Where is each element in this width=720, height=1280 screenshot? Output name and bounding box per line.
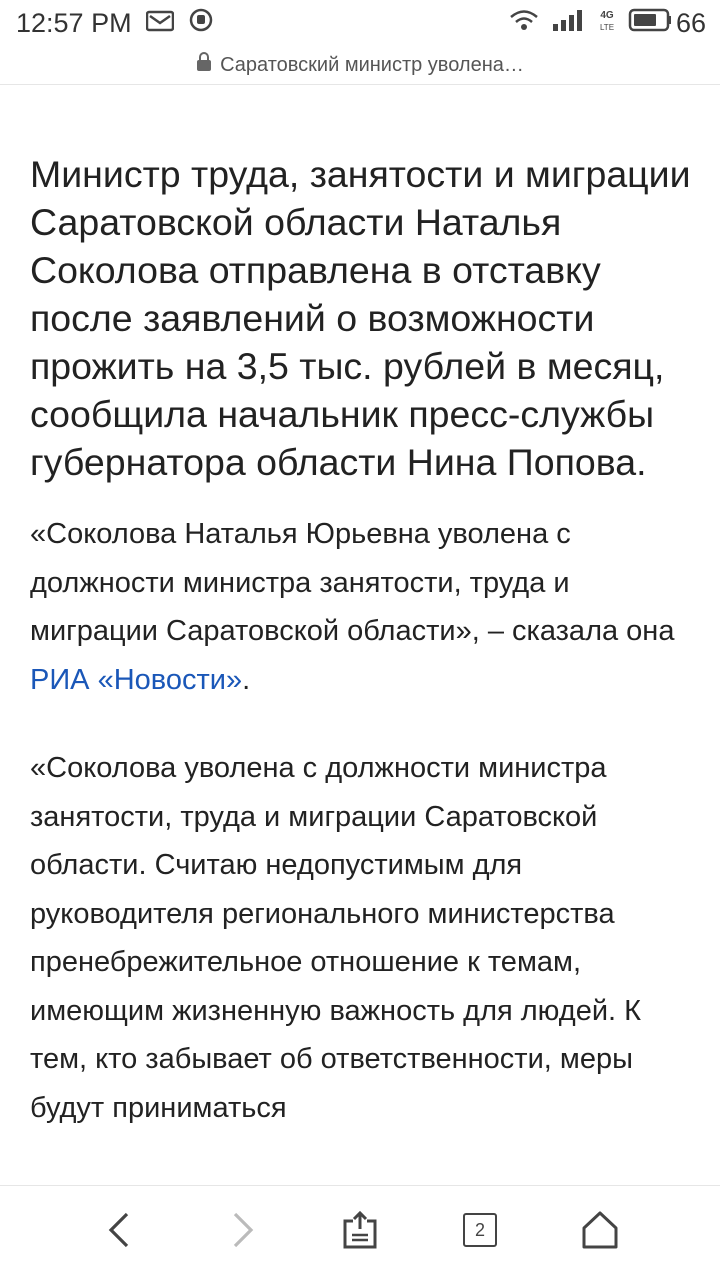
lock-icon	[196, 52, 212, 78]
svg-text:LTE: LTE	[599, 22, 614, 32]
battery-indicator	[628, 8, 706, 39]
article-content	[30, 150, 696, 1185]
status-left	[16, 7, 214, 40]
forward-arrow-icon	[227, 1210, 257, 1250]
back-button[interactable]	[96, 1206, 144, 1254]
network-type-icon	[598, 7, 616, 40]
home-button[interactable]	[576, 1206, 624, 1254]
back-arrow-icon	[105, 1210, 135, 1250]
status-time: 12:57 PM	[16, 7, 132, 38]
source-link[interactable]: РИА «Новости»	[30, 663, 243, 696]
battery-icon	[628, 8, 672, 39]
page-title: Саратовский министр уволена…	[220, 53, 524, 76]
bottom-nav-bar	[0, 1186, 720, 1280]
header-divider	[0, 84, 720, 85]
paragraph-1-end: .	[242, 663, 251, 696]
battery-level: 66	[675, 7, 706, 38]
tabs-icon	[463, 1213, 497, 1247]
share-button[interactable]	[336, 1206, 384, 1254]
paragraph-1-text: «Соколова Наталья Юрьевна уволена с должности министра занятости, труда и миграции Саратовской области», – сказала она	[30, 518, 675, 647]
mail-notification-icon	[146, 8, 174, 39]
signal-icon	[552, 8, 586, 39]
forward-button[interactable]	[218, 1206, 266, 1254]
wifi-icon	[508, 8, 540, 39]
svg-text:4G: 4G	[600, 9, 614, 21]
home-icon	[579, 1209, 621, 1251]
tab-count: 2	[474, 1219, 485, 1240]
article-lead: Министр труда, занятости и миграции Саратовской области Наталья Соколова отправлена в отставку после заявлений о возможности прожить на 3,5 тыс. рублей в месяц, сообщила начальник пресс-службы губернатора области Нина Попова.	[30, 153, 691, 483]
vpn-notification-icon	[188, 7, 214, 40]
status-bar	[0, 0, 720, 46]
tabs-button[interactable]	[456, 1206, 504, 1254]
status-right	[508, 7, 706, 40]
article-paragraph-1	[30, 510, 696, 704]
share-icon	[339, 1209, 381, 1251]
article-paragraph-2: «Соколова уволена с должности министра занятости, труда и миграции Саратовской области. Считаю недопустимым для руководителя регионального министерства пренебрежительное отношение к темам, имеющим жизненную важность для людей. К тем, кто забывает об ответственности, меры будут приниматься	[30, 752, 642, 1124]
url-bar[interactable]	[0, 46, 720, 84]
